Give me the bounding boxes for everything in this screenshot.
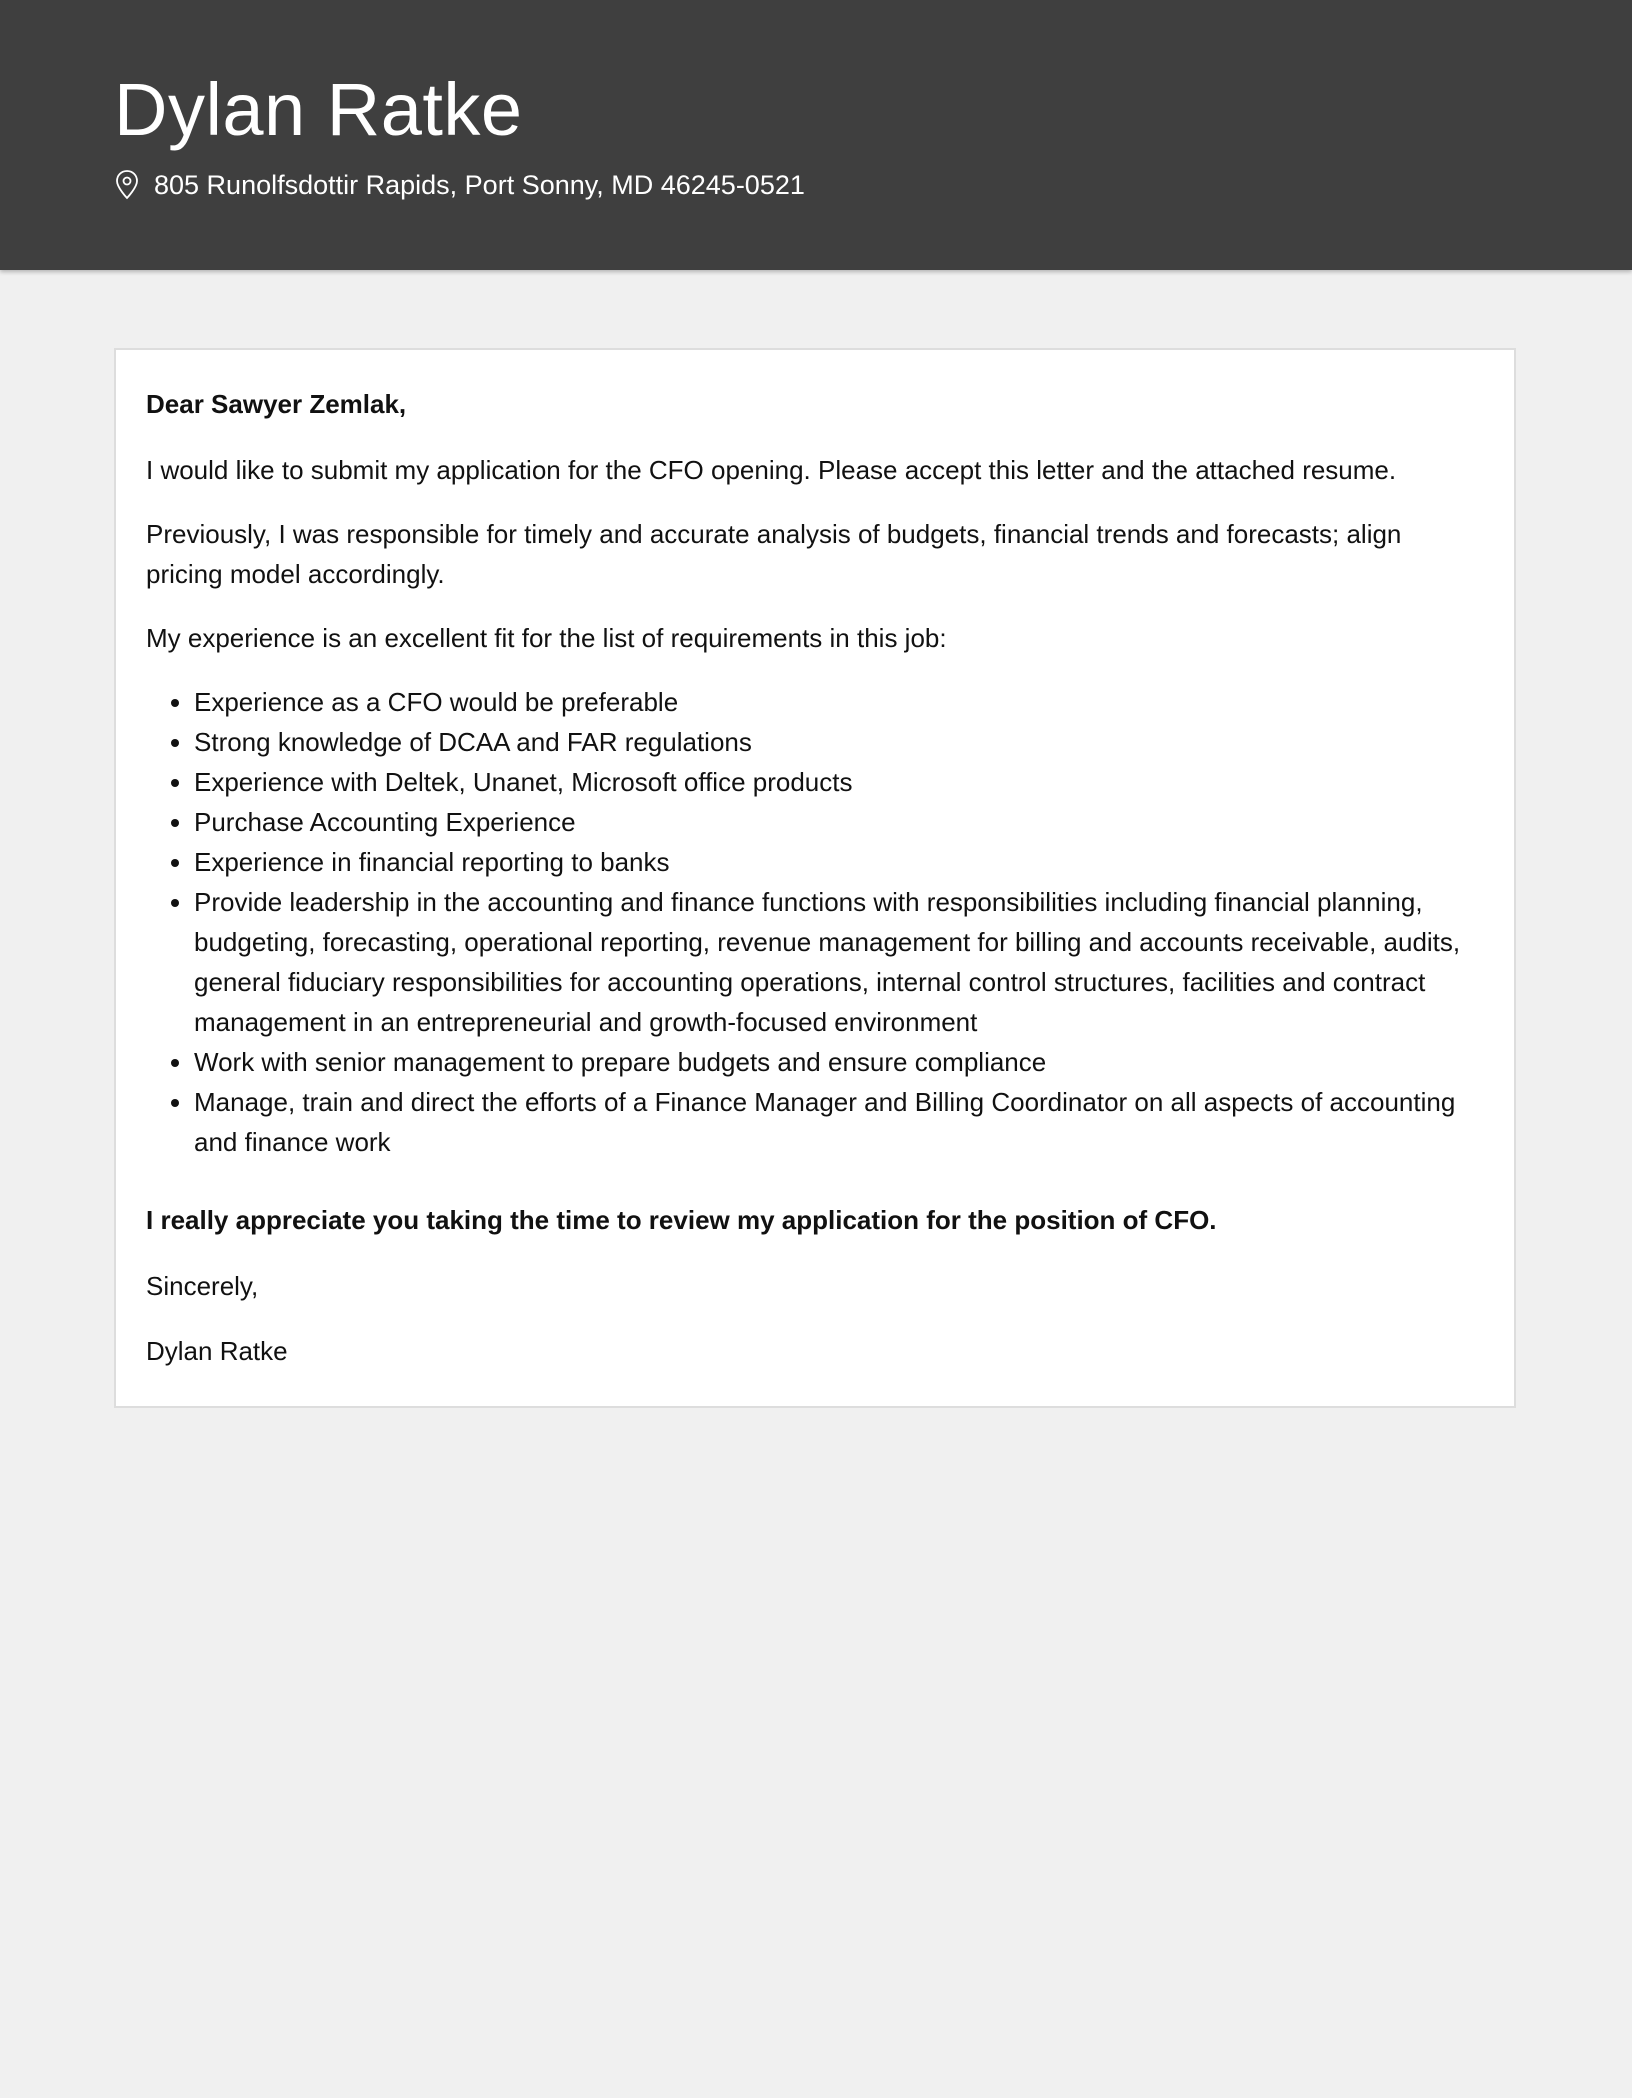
header-banner: [0, 0, 1632, 270]
list-item: • Manage, train and direct the efforts of a Finance Manager and Billing Coordinator on all aspects of accounting and finance work: [194, 1082, 1484, 1162]
letter-salutation: Dear Sawyer Zemlak,: [146, 389, 407, 419]
list-item: • Strong knowledge of DCAA and FAR regulations: [194, 722, 1484, 762]
list-item: • Experience with Deltek, Unanet, Microsoft office products: [194, 762, 1484, 802]
list-item: • Work with senior management to prepare budgets and ensure compliance: [194, 1042, 1484, 1082]
letter-closing: I really appreciate you taking the time to review my application for the position of CFO.: [146, 1205, 1217, 1235]
letter-intro-paragraph: I would like to submit my application for the CFO opening. Please accept this letter and the attached resume.: [146, 455, 1397, 485]
letter-signature-name: Dylan Ratke: [146, 1336, 288, 1366]
list-item: • Purchase Accounting Experience: [194, 802, 1484, 842]
list-item: • Experience as a CFO would be preferable: [194, 682, 1484, 722]
list-item: • Provide leadership in the accounting and finance functions with responsibilities including financial planning, budgeting, forecasting, operational reporting, revenue management for billing and accounts receivable, audits, general fiduciary responsibilities for accounting operations, internal control structures, facilities and contract management in an entrepreneurial and growth-focused environment: [194, 882, 1484, 1042]
requirements-intro: My experience is an excellent fit for the list of requirements in this job:: [146, 623, 947, 653]
applicant-name: Dylan Ratke: [114, 68, 523, 151]
requirements-list: [146, 682, 1484, 1162]
address-row: [114, 165, 805, 205]
map-pin-icon: [114, 169, 140, 201]
applicant-address: 805 Runolfsdottir Rapids, Port Sonny, MD 46245-0521: [154, 170, 805, 200]
list-item: • Experience in financial reporting to banks: [194, 842, 1484, 882]
letter-experience-paragraph: Previously, I was responsible for timely and accurate analysis of budgets, financial trends and forecasts; align pricing model accordingly.: [146, 519, 1402, 589]
cover-letter-card: [114, 348, 1516, 1408]
letter-sign-off: Sincerely,: [146, 1271, 259, 1301]
